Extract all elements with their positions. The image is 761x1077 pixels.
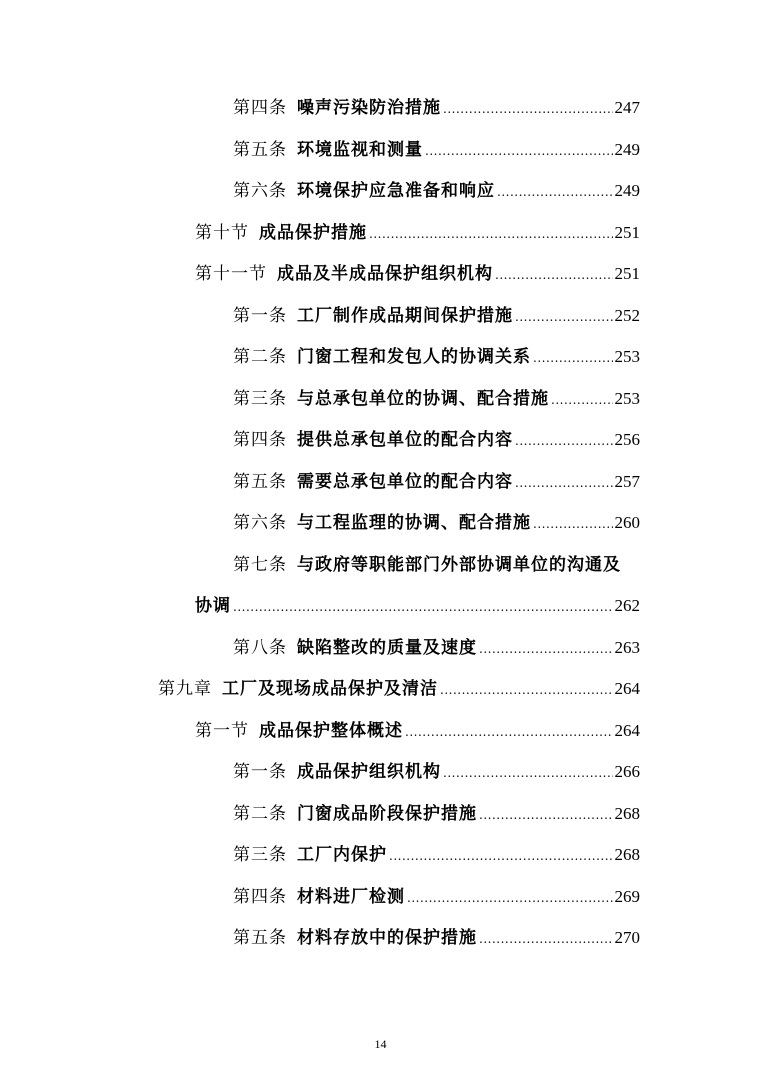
toc-entry-number: 第四条 <box>233 98 287 118</box>
toc-entry <box>233 554 640 576</box>
toc-entry-number: 第四条 <box>233 887 287 907</box>
toc-entry <box>233 305 640 328</box>
toc-entry <box>195 222 640 245</box>
toc-entry-page: 247 <box>614 98 640 117</box>
toc-entry <box>233 429 640 452</box>
toc-entry-number: 第十节 <box>195 223 249 243</box>
toc-entry-number: 第二条 <box>233 804 287 824</box>
toc-entry-page: 268 <box>614 804 640 823</box>
dot-leader <box>443 98 613 120</box>
toc-entry <box>233 761 640 784</box>
toc-entry-number: 第五条 <box>233 472 287 492</box>
toc-entry-number: 第一节 <box>195 721 249 741</box>
dot-leader <box>551 389 613 411</box>
toc-entry-title: 与政府等职能部门外部协调单位的沟通及 <box>297 555 621 575</box>
toc-entry <box>233 139 640 162</box>
toc-entry-continuation <box>195 595 640 618</box>
toc-entry-title: 工厂及现场成品保护及清洁 <box>222 679 438 699</box>
dot-leader <box>533 347 613 369</box>
toc-entry-page: 269 <box>614 887 640 906</box>
toc-entry-number: 第一条 <box>233 306 287 326</box>
toc-entry-title: 需要总承包单位的配合内容 <box>297 472 513 492</box>
toc-entry-page: 257 <box>614 472 640 491</box>
dot-leader <box>497 181 613 203</box>
dot-leader <box>495 264 613 286</box>
dot-leader <box>515 306 613 328</box>
toc-entry <box>233 844 640 867</box>
dot-leader <box>533 513 613 535</box>
toc-entry-title: 门窗工程和发包人的协调关系 <box>297 347 531 367</box>
dot-leader <box>443 762 613 784</box>
toc-entry <box>233 180 640 203</box>
toc-entry <box>233 97 640 120</box>
toc-entry-page: 253 <box>614 389 640 408</box>
toc-entry-number: 第五条 <box>233 928 287 948</box>
toc-entry-page: 251 <box>614 223 640 242</box>
toc-entry <box>233 471 640 494</box>
dot-leader <box>407 887 613 909</box>
toc-entry-number: 第二条 <box>233 347 287 367</box>
toc-entry-page: 263 <box>614 638 640 657</box>
toc-entry-page: 264 <box>614 721 640 740</box>
dot-leader <box>515 430 613 452</box>
toc-entry-number: 第三条 <box>233 389 287 409</box>
toc-entry <box>195 720 640 743</box>
toc-entry-title-continuation: 协调 <box>195 596 231 616</box>
toc-entry-title: 门窗成品阶段保护措施 <box>297 804 477 824</box>
toc-entry <box>195 263 640 286</box>
toc-entry-number: 第四条 <box>233 430 287 450</box>
dot-leader <box>233 596 613 618</box>
toc-entry <box>233 803 640 826</box>
dot-leader <box>440 679 613 701</box>
toc-entry-page: 268 <box>614 845 640 864</box>
toc-entry-number: 第六条 <box>233 181 287 201</box>
toc-entry-title: 成品保护整体概述 <box>259 721 403 741</box>
toc-entry <box>233 512 640 535</box>
dot-leader <box>479 804 613 826</box>
toc-entry-page: 270 <box>614 928 640 947</box>
toc-entry-title: 成品保护组织机构 <box>297 762 441 782</box>
toc-entry-number: 第七条 <box>233 555 287 575</box>
toc-entry-title: 噪声污染防治措施 <box>297 98 441 118</box>
toc-entry-title: 成品保护措施 <box>259 223 367 243</box>
page-number-footer: 14 <box>374 1037 387 1051</box>
toc-entry-page: 249 <box>614 181 640 200</box>
toc-entry-number: 第一条 <box>233 762 287 782</box>
toc-entry-title: 缺陷整改的质量及速度 <box>297 638 477 658</box>
toc-entry-title: 材料进厂检测 <box>297 887 405 907</box>
toc-entry-page: 266 <box>614 762 640 781</box>
dot-leader <box>479 928 613 950</box>
toc-entry-page: 249 <box>614 140 640 159</box>
toc-entry-title: 工厂内保护 <box>297 845 387 865</box>
toc-entry-page: 262 <box>614 596 640 615</box>
toc-entry <box>233 346 640 369</box>
dot-leader <box>425 140 613 162</box>
toc-entry <box>233 637 640 660</box>
dot-leader <box>479 638 613 660</box>
dot-leader <box>405 721 613 743</box>
toc-entry-title: 提供总承包单位的配合内容 <box>297 430 513 450</box>
toc-entry <box>233 886 640 909</box>
toc-entry-number: 第十一节 <box>195 264 267 284</box>
toc-entry <box>233 388 640 411</box>
dot-leader <box>369 223 613 245</box>
toc-entry-number: 第六条 <box>233 513 287 533</box>
toc-entry-page: 264 <box>614 679 640 698</box>
toc-entry-page: 260 <box>614 513 640 532</box>
toc-entry-number: 第三条 <box>233 845 287 865</box>
toc-entry-title: 工厂制作成品期间保护措施 <box>297 306 513 326</box>
toc-entry-number: 第八条 <box>233 638 287 658</box>
toc-entry-title: 环境监视和测量 <box>297 140 423 160</box>
toc-entry-title: 与工程监理的协调、配合措施 <box>297 513 531 533</box>
toc-entry-title: 成品及半成品保护组织机构 <box>277 264 493 284</box>
dot-leader <box>389 845 613 867</box>
toc-entry <box>158 678 640 701</box>
toc-entry-title: 材料存放中的保护措施 <box>297 928 477 948</box>
toc-entry-number: 第五条 <box>233 140 287 160</box>
toc-entry-page: 252 <box>614 306 640 325</box>
toc-entry-title: 环境保护应急准备和响应 <box>297 181 495 201</box>
toc-entry <box>233 927 640 950</box>
toc-entry-title: 与总承包单位的协调、配合措施 <box>297 389 549 409</box>
toc-entry-page: 251 <box>614 264 640 283</box>
toc-entry-number: 第九章 <box>158 679 212 699</box>
toc-entry-page: 256 <box>614 430 640 449</box>
toc-entry-page: 253 <box>614 347 640 366</box>
dot-leader <box>515 472 613 494</box>
